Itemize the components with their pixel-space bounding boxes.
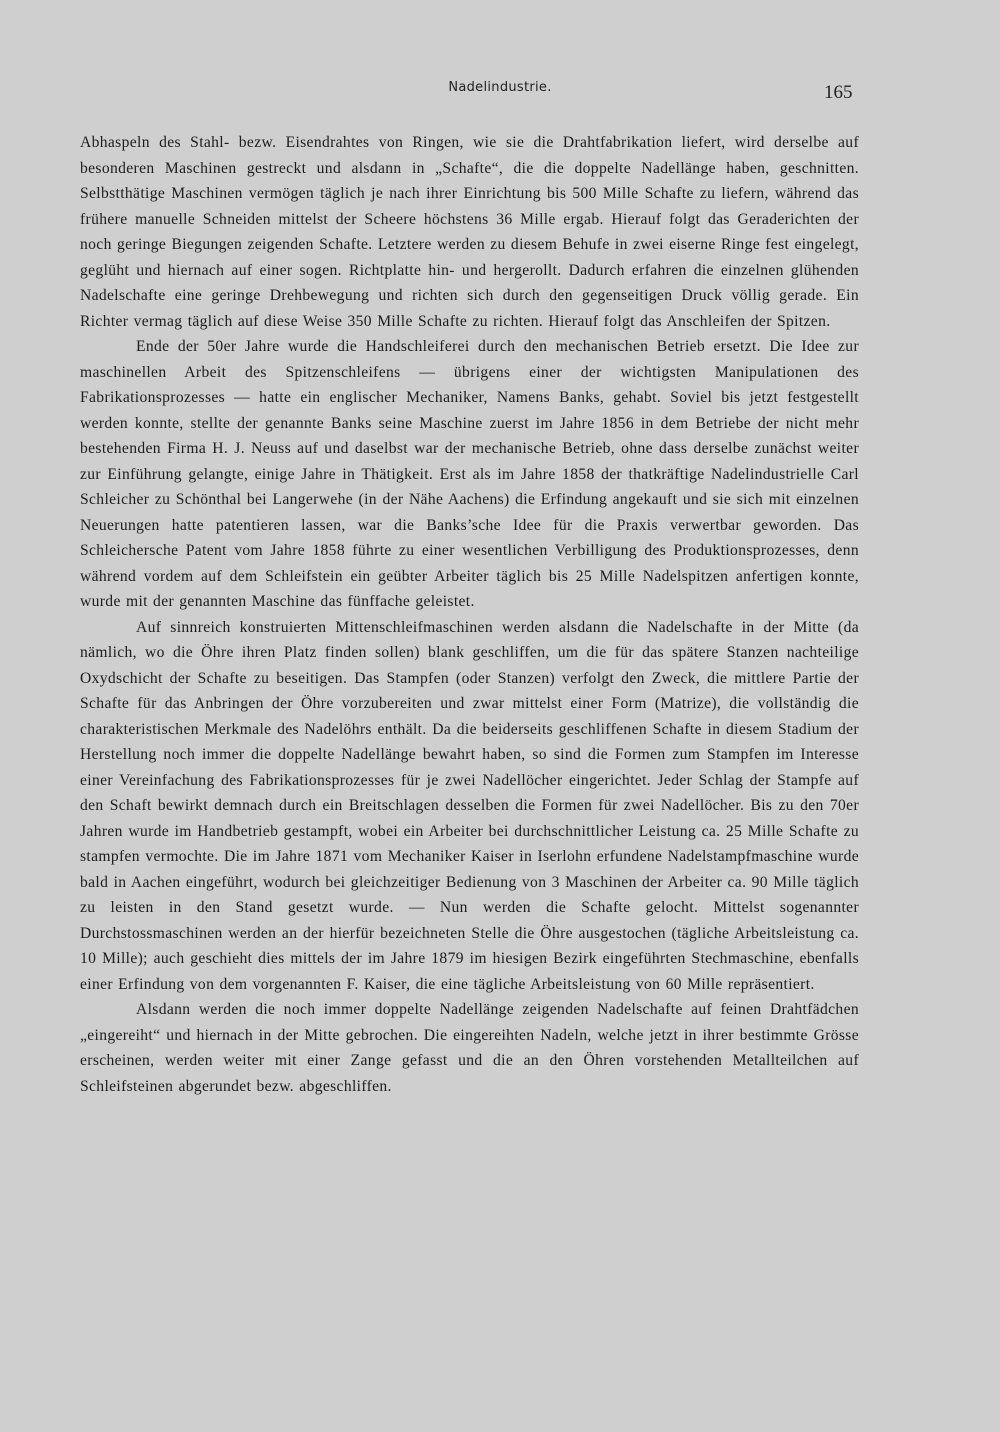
body-text (80, 130, 859, 1099)
page-number: 165 (824, 82, 853, 103)
paragraph-threading: Alsdann werden die noch immer doppelte Nadellänge zeigenden Nadelschafte auf feinen Drahtfädchen „eingereiht“ und hiernach in der Mitte gebrochen. Die eingereihten Nadeln, welche jetzt in ihrer bestimmte Grösse erscheinen, werden weiter mit einer Zange gefasst und die an den Öhren vorstehenden Metallteilchen auf Schleifsteinen abgerundet bezw. abgeschliffen. (80, 1001, 859, 1095)
paragraph-banks-machine: Ende der 50er Jahre wurde die Handschleiferei durch den mechanischen Betrieb ersetzt. Die Idee zur maschinellen Arbeit des Spitzenschleifens — übrigens einer der wichtigsten Manipulationen des Fabrikationsprozesses — hatte ein englischer Mechaniker, Namens Banks, gehabt. Soviel bis jetzt festgestellt werden konnte, stellte der genannte Banks seine Maschine zuerst im Jahre 1856 in dem Betriebe der nicht mehr bestehenden Firma H. J. Neuss auf und daselbst war der mechanische Betrieb, ohne dass derselbe zunächst weiter zur Einführung gelangte, einige Jahre in Thätigkeit. Erst als im Jahre 1858 der thatkräftige Nadelindustrielle Carl Schleicher zu Schönthal bei Langerwehe (in der Nähe Aachens) die Erfindung angekauft und sie sich mit einzelnen Neuerungen hatte patentieren lassen, war die Banks’sche Idee für die Praxis verwertbar geworden. Das Schleichersche Patent vom Jahre 1858 führte zu einer wesentlichen Verbilligung des Produktionsprozesses, denn während vordem auf dem Schleifstein ein geübter Arbeiter täglich bis 25 Mille Nadelspitzen anfertigen konnte, wurde mit der genannten Maschine das fünffache geleistet. (80, 338, 859, 610)
running-title: Nadelindustrie. (448, 80, 552, 95)
paragraph-continuation: Abhaspeln des Stahl- bezw. Eisendrahtes von Ringen, wie sie die Drahtfabrikation liefert, wird derselbe auf besonderen Maschinen gestreckt und alsdann in „Schafte“, die die doppelte Nadellänge haben, geschnitten. Selbstthätige Maschinen vermögen täglich je nach ihrer Einrichtung bis 500 Mille Schafte zu liefern, während das frühere manuelle Schneiden mittelst der Scheere höchstens 36 Mille ergab. Hierauf folgt das Geraderichten der noch geringe Biegungen zeigenden Schafte. Letztere werden zu diesem Behufe in zwei eiserne Ringe fest eingelegt, geglüht und hiernach auf einer sogen. Richtplatte hin- und hergerollt. Dadurch erfahren die einzelnen glühenden Nadelschafte eine geringe Drehbewegung und richten sich durch den gegenseitigen Druck völlig gerade. Ein Richter vermag täglich auf diese Weise 350 Mille Schafte zu richten. Hierauf folgt das Anschleifen der Spitzen. (80, 134, 859, 330)
paragraph-stamping: Auf sinnreich konstruierten Mittenschleifmaschinen werden alsdann die Nadelschafte in der Mitte (da nämlich, wo die Öhre ihren Platz finden sollen) blank geschliffen, um die für das spätere Stanzen nachteilige Oxydschicht der Schafte zu beseitigen. Das Stampfen (oder Stanzen) verfolgt den Zweck, die mittlere Partie der Schafte für das Anbringen der Öhre vorzubereiten und zwar mittelst einer Form (Matrize), die vollständig die charakteristischen Merkmale des Nadelöhrs enthält. Da die beiderseits geschliffenen Schafte in diesem Stadium der Herstellung noch immer die doppelte Nadellänge bewahrt haben, so sind die Formen zum Stampfen im Interesse einer Vereinfachung des Fabrikationsprozesses für je zwei Nadellöcher eingerichtet. Jeder Schlag der Stampfe auf den Schaft bewirkt demnach durch ein Breitschlagen desselben die Formen für zwei Nadellöcher. Bis zu den 70er Jahren wurde im Handbetrieb gestampft, wobei ein Arbeiter bei durchschnittlicher Leistung ca. 25 Mille Schafte zu stampfen vermochte. Die im Jahre 1871 vom Mechaniker Kaiser in Iserlohn erfundene Nadelstampfmaschine wurde bald in Aachen eingeführt, wodurch bei gleichzeitiger Bedienung von 3 Maschinen der Arbeiter ca. 90 Mille täglich zu leisten in den Stand gesetzt wurde. — Nun werden die Schafte gelocht. Mittelst sogenannter Durchstossmaschinen werden an der hierfür bezeichneten Stelle die Öhre ausgestochen (tägliche Arbeitsleistung ca. 10 Mille); auch geschieht dies mittels der im Jahre 1879 im hiesigen Bezirk eingeführten Stechmaschine, ebenfalls einer Erfindung von dem vorgenannten F. Kaiser, die eine tägliche Arbeitsleistung von 60 Mille repräsentiert. (80, 618, 859, 993)
